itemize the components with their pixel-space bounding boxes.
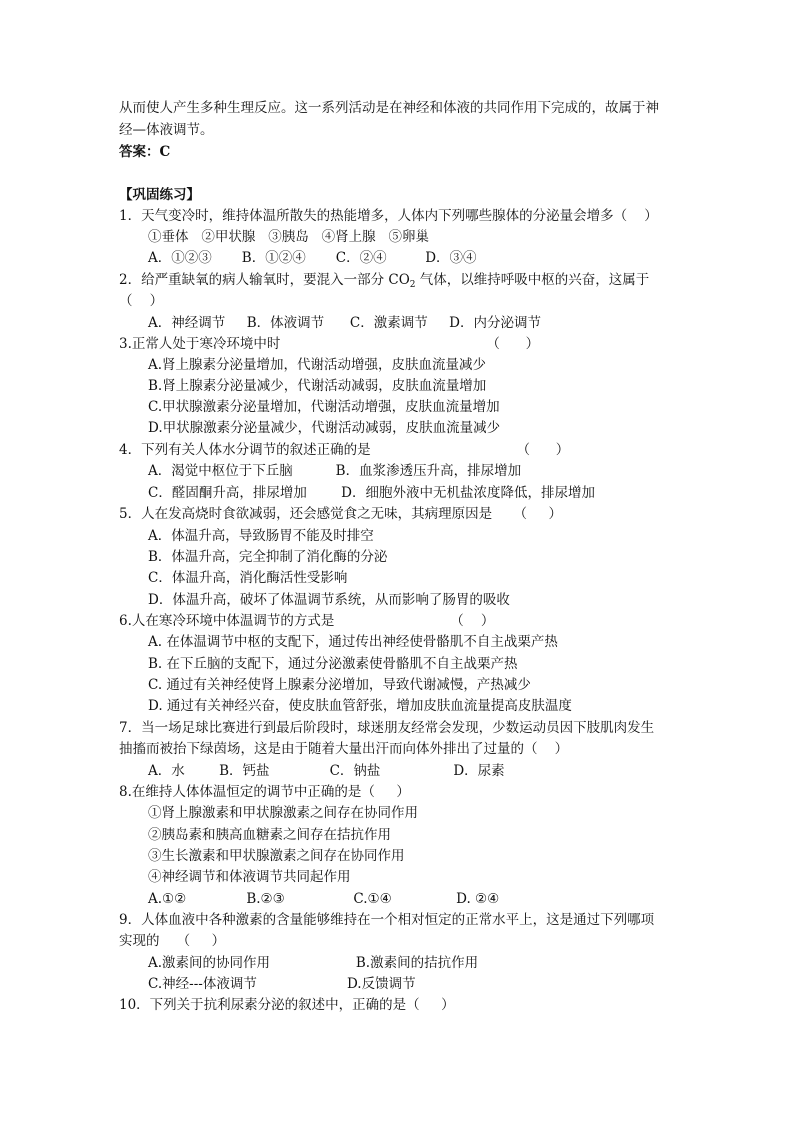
q5-stem: 5．人在发高烧时食欲减弱，还会感觉食之无味，其病理原因是 （ ） (119, 506, 563, 522)
q1-stem: 1．天气变冷时，维持体温所散失的热能增多，人体内下列哪些腺体的分泌量会增多（ ） (119, 208, 658, 224)
q2-paren: （ ） (119, 293, 164, 309)
q8-item-2: ②胰岛素和胰高血糖素之间存在拮抗作用 (148, 827, 391, 843)
q5-option-d: D．体温升高，破坏了体温调节系统，从而影响了肠胃的吸收 (148, 592, 510, 608)
q2-stem-subscript: 2 (409, 280, 416, 290)
q4-stem: 4．下列有关人体水分调节的叙述正确的是 （ ） (119, 442, 570, 458)
q5-option-a: A．体温升高，导致肠胃不能及时排空 (148, 528, 374, 544)
q4-options-cd: C．醛固酮升高，排尿增加 D．细胞外液中无机盐浓度降低，排尿增加 (148, 485, 595, 501)
q9-options-ab: A.激素间的协同作用 B.激素间的拮抗作用 (148, 955, 479, 971)
q3-stem: 3.正常人处于寒冷环境中时 （ ） (119, 336, 540, 352)
q5-option-b: B．体温升高，完全抑制了消化酶的分泌 (148, 549, 388, 565)
q8-item-4: ④神经调节和体液调节共同起作用 (148, 869, 351, 885)
q8-options: A.①② B.②③ C.①④ D. ②④ (148, 891, 500, 907)
q6-option-c: C. 通过有关神经使肾上腺素分泌增加，导致代谢减慢，产热减少 (148, 677, 531, 693)
q1-options: A．①②③ B．①②④ C．②④ D．③④ (148, 250, 477, 266)
q6-option-d: D. 通过有关神经兴奋，使皮肤血管舒张，增加皮肤血流量提高皮肤温度 (148, 698, 572, 714)
q2-stem-b: 气体，以维持呼吸中枢的兴奋，这属于 (415, 272, 650, 288)
q9-stem-2: 实现的 （ ） (119, 933, 226, 949)
q10-stem: 10．下列关于抗利尿素分泌的叙述中，正确的是（ ） (119, 997, 455, 1013)
q3-option-c: C.甲状腺激素分泌量增加，代谢活动增强，皮肤血流量增加 (148, 399, 500, 415)
intro-line-1: 从而使人产生多种生理反应。这一系列活动是在神经和体液的共同作用下完成的，故属于神 (119, 100, 659, 116)
q2-stem (119, 271, 649, 294)
q8-item-3: ③生长激素和甲状腺激素之间存在协同作用 (148, 848, 405, 864)
q3-option-d: D.甲状腺激素分泌量减少，代谢活动减弱，皮肤血流量减少 (148, 420, 501, 436)
q7-stem-1: 7．当一场足球比赛进行到最后阶段时，球迷朋友经常会发现，少数运动员因下肢肌肉发生 (119, 720, 655, 736)
intro-line-2: 经—体液调节。 (119, 122, 214, 138)
q9-options-cd: C.神经---体液调节 D.反馈调节 (148, 976, 416, 992)
q8-stem: 8.在维持人体体温恒定的调节中正确的是（ ） (119, 784, 410, 800)
q5-option-c: C．体温升高，消化酶活性受影响 (148, 570, 348, 586)
q3-option-a: A.肾上腺素分泌量增加，代谢活动增强，皮肤血流量减少 (148, 357, 487, 373)
q3-option-b: B.肾上腺素分泌量减少，代谢活动减弱，皮肤血流量增加 (148, 378, 487, 394)
q7-stem-2: 抽搐而被抬下绿茵场，这是由于随着大量出汗而向体外排出了过量的（ ） (119, 741, 569, 757)
q8-item-1: ①肾上腺激素和甲状腺激素之间存在协同作用 (148, 805, 418, 821)
answer-label: 答案：C (119, 144, 171, 160)
q6-option-a: A. 在体温调节中枢的支配下，通过传出神经使骨骼肌不自主战栗产热 (148, 634, 558, 650)
q4-options-ab: A．渴觉中枢位于下丘脑 B．血浆渗透压升高，排尿增加 (148, 463, 522, 479)
q6-stem: 6.人在寒冷环境中体温调节的方式是 （ ） (119, 613, 495, 629)
q7-options: A．水 B．钙盐 C．钠盐 D．尿素 (148, 763, 505, 779)
section-title: 【巩固练习】 (119, 187, 200, 203)
q1-items: ①垂体 ②甲状腺 ③胰岛 ④肾上腺 ⑤卵巢 (148, 229, 429, 245)
q9-stem-1: 9．人体血液中各种激素的含量能够维持在一个相对恒定的正常水平上，这是通过下列哪项 (119, 912, 655, 928)
q2-stem-a: 2．给严重缺氧的病人输氧时，要混入一部分 CO (119, 272, 410, 288)
q6-option-b: B. 在下丘脑的支配下，通过分泌激素使骨骼肌不自主战栗产热 (148, 656, 518, 672)
q2-options: A．神经调节 B．体液调节 C．激素调节 D．内分泌调节 (148, 315, 541, 331)
